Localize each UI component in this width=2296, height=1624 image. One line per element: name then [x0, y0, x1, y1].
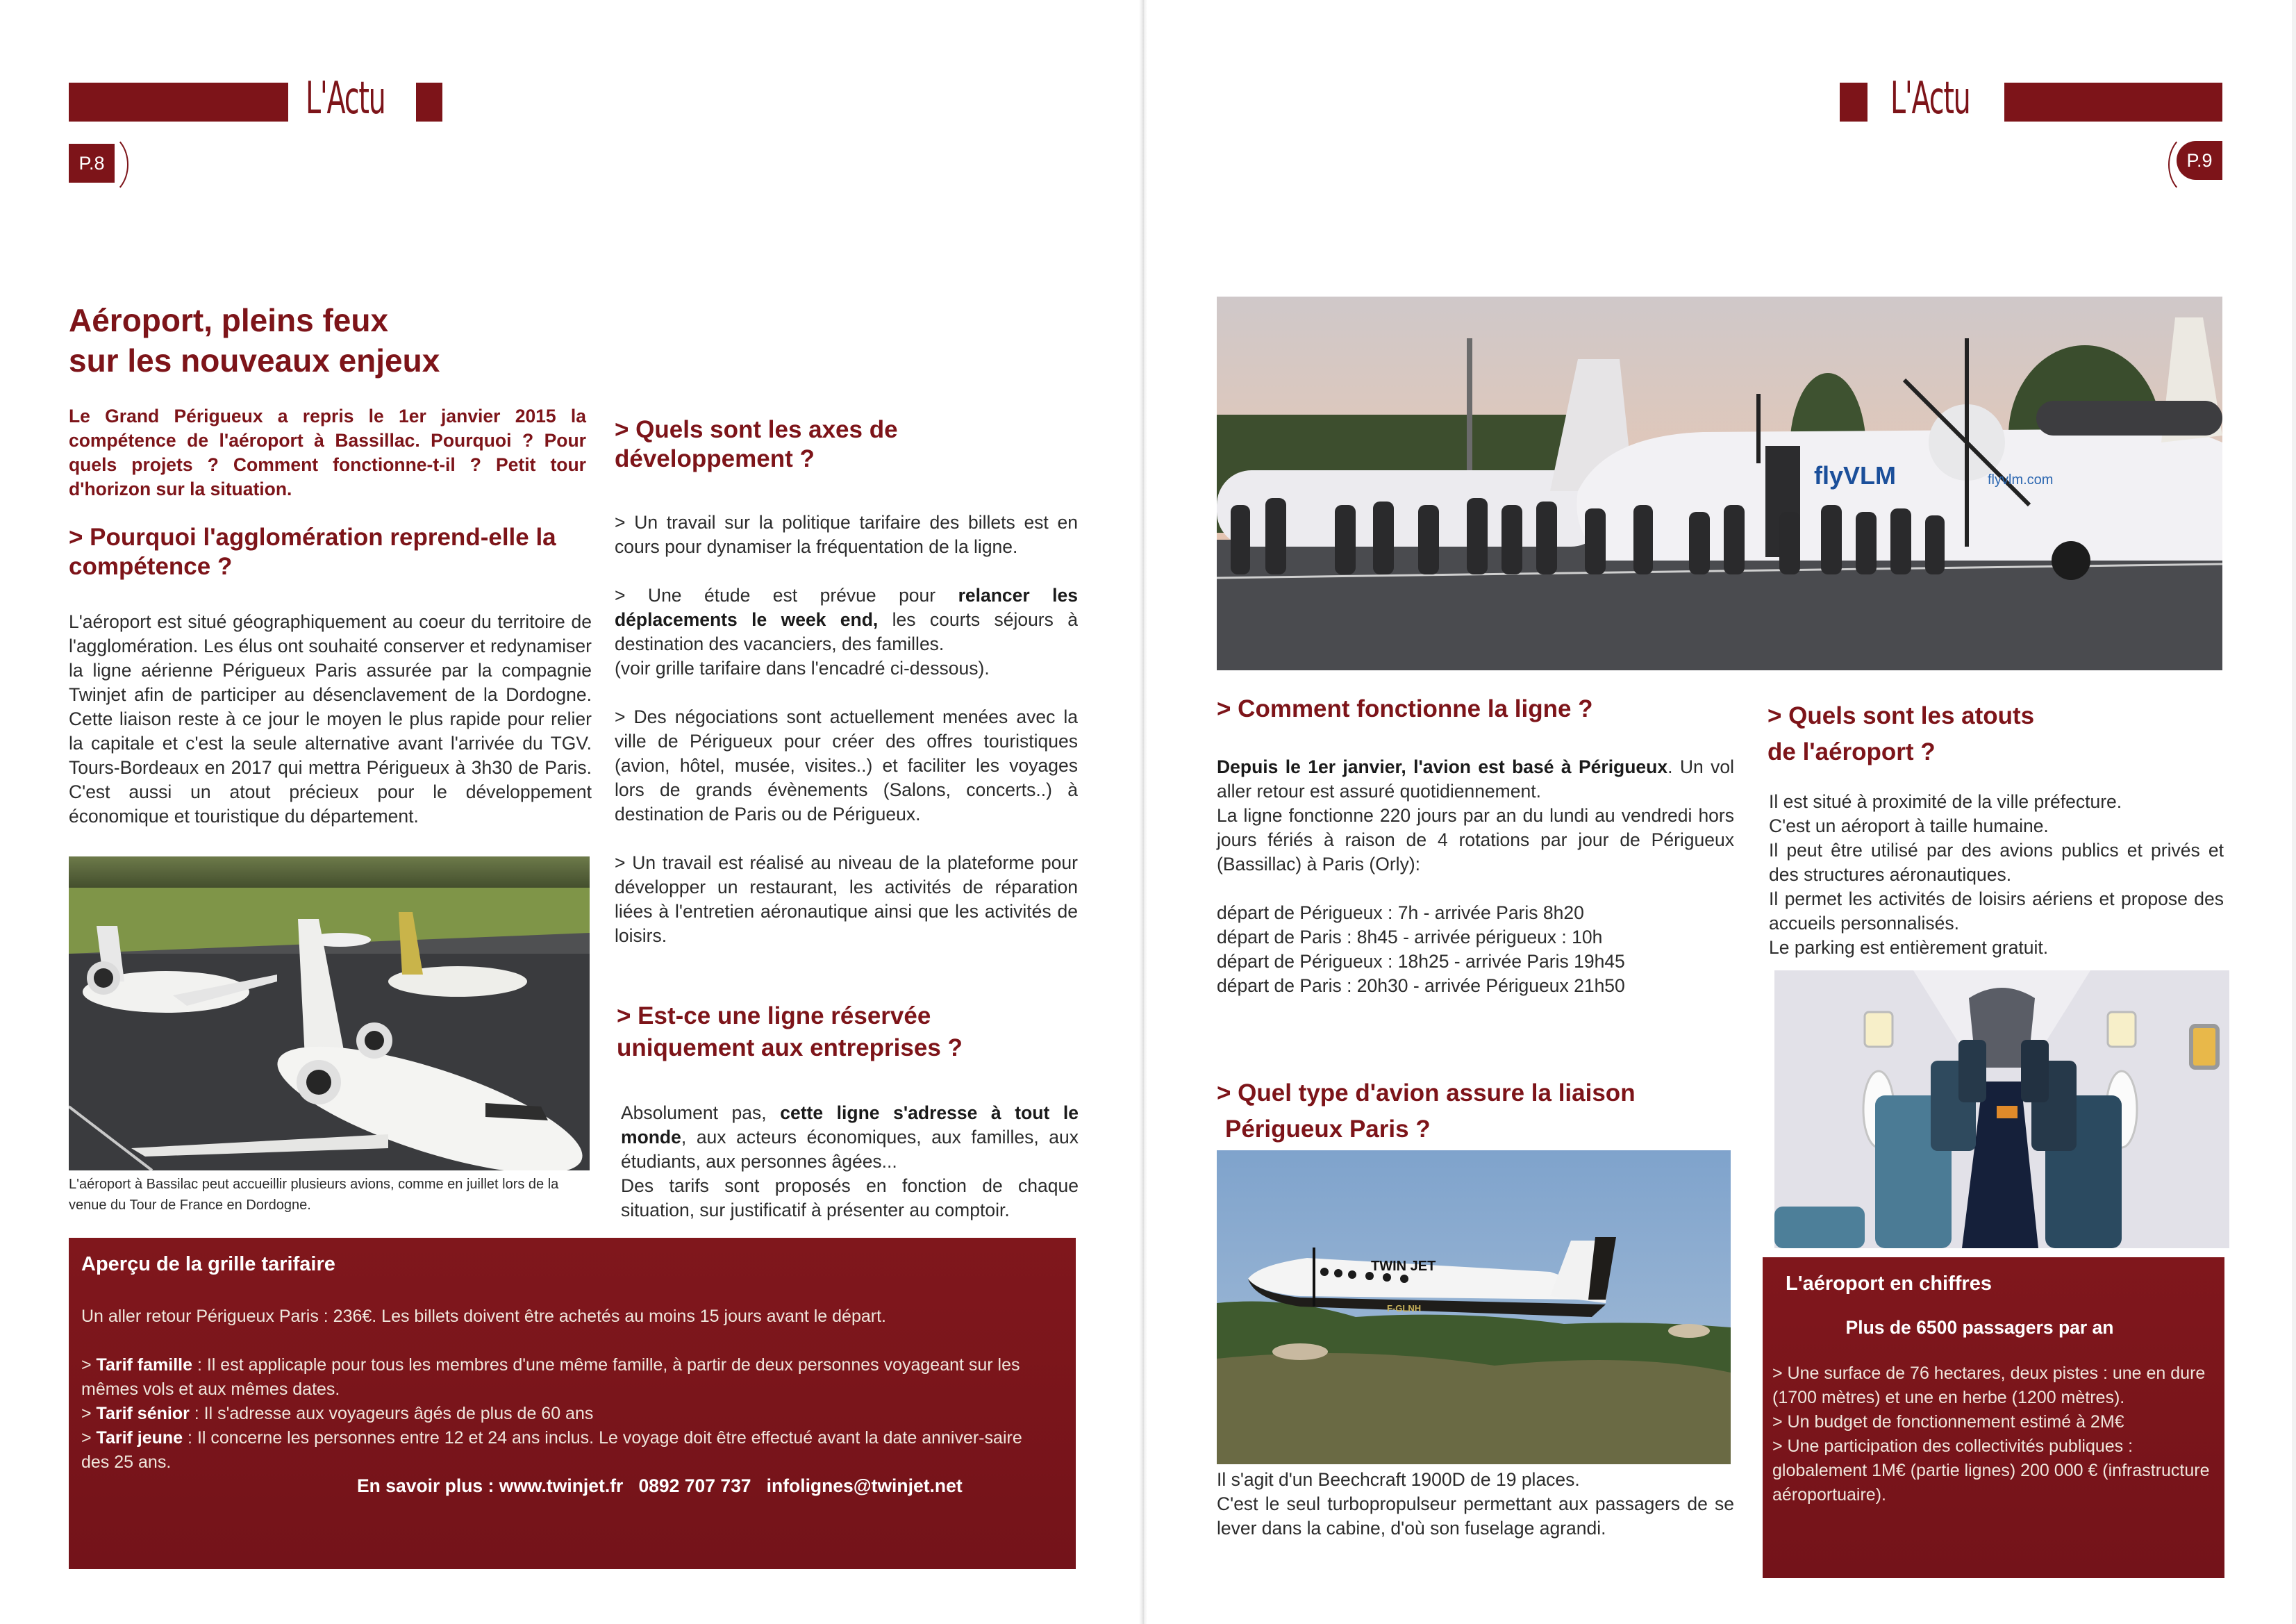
- photo-parked-planes: [69, 856, 590, 1170]
- more-label: En savoir plus :: [357, 1475, 494, 1496]
- tarif-contact: [357, 1475, 963, 1497]
- q6-line: Il permet les activités de loisirs aériens et propose des accueils personnalisés.: [1769, 888, 2224, 934]
- article-title: [69, 300, 597, 381]
- text-span: . Un vol aller retour est assuré quotidiennement.: [1217, 756, 1734, 802]
- section-heading-q5: [1217, 1075, 1745, 1147]
- section-heading-q2: > Quels sont les axes de développement ?: [615, 416, 898, 472]
- photo-twinjet: [1217, 1150, 1731, 1464]
- page-number: P.8: [69, 144, 115, 183]
- tarif-item: > Tarif jeune : Il concerne les personnes entre 12 et 24 ans inclus. Le voyage doit être effectué avant la date anniver-saire des 25 ans.: [81, 1428, 1022, 1472]
- text-emphasis: cette ligne s'adresse à tout le monde: [621, 1102, 1079, 1147]
- tarif-text: : Il concerne les personnes entre 12 et 24 ans inclus. Le voyage doit être effectué avant la date anniver-saire des 25 ans.: [81, 1428, 1022, 1472]
- photo-parked-planes-image: [69, 856, 590, 1170]
- schedule-row: départ de Périgueux : 7h - arrivée Paris 8h20: [1217, 902, 1584, 923]
- q2-paragraph: > Des négociations sont actuellement menées avec la ville de Périgueux pour créer des offres touristiques (avion, hôtel, musée, visites..) et faciliter les voyages lors de grands évènements (Salons, concerts..) à destination de Paris ou de Périgueux.: [615, 706, 1078, 825]
- photo-boarding-image: [1217, 297, 2222, 670]
- article-title-line: sur les nouveaux enjeux: [69, 342, 440, 379]
- tarif-text: : Il est applicaple pour tous les membres d'une même famille, à partir de deux personnes voyageant sur les mêmes vols et aux mêmes dates.: [81, 1355, 1020, 1399]
- heading-line: Périgueux Paris ?: [1225, 1116, 1431, 1143]
- chiffres-box-title: L'aéroport en chiffres: [1786, 1273, 1992, 1295]
- flight-schedule: [1217, 901, 1734, 998]
- section-heading-q6: [1767, 698, 2212, 770]
- q4-paragraph: La ligne fonctionne 220 jours par an du lundi au vendredi hors jours fériés à raison de 4 rotations par jour de Périgueux (Bassillac) à Paris (Orly):: [1217, 805, 1734, 875]
- q1-body: L'aéroport est situé géographiquement au coeur du territoire de l'agglomération. Les élus ont souhaité conserver et redynamiser la ligne aérienne Périgueux Paris assurée par la compagnie Twinjet afin de participer au désenclavement de la Dordogne. Cette liaison reste à ce jour le moyen le plus rapide pour relier la capitale et c'est la seule alternative avant l'arrivée du TGV. Tours-Bordeaux en 2017 qui mettra Périgueux à 3h30 de Paris. C'est aussi un atout précieux pour le développement économique et touristique du département.: [69, 611, 592, 827]
- section-heading-q3: > Est-ce une ligne réservée uniquement aux entreprises ?: [617, 1002, 963, 1061]
- plane-brand: flyVLM: [1814, 461, 1897, 490]
- schedule-row: départ de Paris : 20h30 - arrivée Périgueux 21h50: [1217, 975, 1625, 996]
- tarif-box: [69, 1238, 1076, 1569]
- q5-line: C'est le seul turbopropulseur permettant aux passagers de se lever dans la cabine, d'où son fuselage agrandi.: [1217, 1493, 1734, 1539]
- q6-line: Il peut être utilisé par des avions publics et privés et des structures aéronautiques.: [1769, 840, 2224, 885]
- photo-boarding: [1217, 297, 2222, 670]
- q6-line: Le parking est entièrement gratuit.: [1769, 937, 2049, 958]
- article-title-line: Aéroport, pleins feux: [69, 302, 389, 338]
- tarif-label: Tarif jeune: [96, 1428, 183, 1448]
- heading-line: > Quel type d'avion assure la liaison: [1217, 1079, 1636, 1107]
- tarif-item: > Tarif famille : Il est applicaple pour tous les membres d'une même famille, à partir de deux personnes voyageant sur les mêmes vols et aux mêmes dates.: [81, 1355, 1020, 1399]
- schedule-row: départ de Périgueux : 18h25 - arrivée Paris 19h45: [1217, 951, 1625, 972]
- q2-paragraph: > Un travail sur la politique tarifaire des billets est en cours pour dynamiser la fréquentation de la ligne.: [615, 512, 1078, 557]
- chiffres-item: > Un budget de fonctionnement estimé à 2M€: [1772, 1412, 2124, 1432]
- q3-body: [621, 1101, 1079, 1223]
- header-bar-square: [416, 83, 442, 122]
- tarif-item: > Tarif sénior : Il s'adresse aux voyageurs âgés de plus de 60 ans: [81, 1404, 594, 1423]
- section-title: L'Actu: [1890, 73, 1970, 124]
- text-span: , aux acteurs économiques, aux familles, aux étudiants, aux personnes âgées...: [621, 1127, 1079, 1172]
- q3-paragraph: Des tarifs sont proposés en fonction de chaque situation, sur justificatif à présenter au comptoir.: [621, 1175, 1079, 1220]
- text-span: (voir grille tarifaire dans l'encadré ci-dessous).: [615, 658, 990, 679]
- header-bar-left: [69, 83, 288, 122]
- photo-cabin: [1774, 970, 2229, 1248]
- section-heading-q1: > Pourquoi l'agglomération reprend-elle la compétence ?: [69, 524, 556, 580]
- q2-paragraph: [615, 583, 1078, 681]
- heading-line: de l'aéroport ?: [1767, 738, 1936, 765]
- q6-body: [1769, 790, 2224, 960]
- section-title: L'Actu: [306, 73, 385, 124]
- website-link[interactable]: www.twinjet.fr: [499, 1475, 624, 1496]
- photo-cabin-image: [1774, 970, 2229, 1248]
- q4-paragraph: [1217, 755, 1734, 804]
- article-lead: Le Grand Périgueux a repris le 1er janvier 2015 la compétence de l'aéroport à Bassillac. Pourquoi ? Pour quels projets ? Comment fonctionne-t-il ? Petit tour d'horizon sur la situation.: [69, 406, 586, 499]
- chiffres-list: [1772, 1361, 2213, 1507]
- q5-body: [1217, 1468, 1734, 1541]
- plane-brand-url: flyvlm.com: [1988, 472, 2054, 488]
- chiffres-item: > Une surface de 76 hectares, deux pistes : une en dure (1700 mètres) et une en herbe (1200 mètres).: [1772, 1364, 2206, 1407]
- plane-registration: F-GLNH: [1387, 1303, 1422, 1314]
- chiffres-box: [1763, 1257, 2224, 1578]
- passenger-count: Plus de 6500 passagers par an: [1845, 1317, 2114, 1338]
- phone-number[interactable]: 0892 707 737: [638, 1475, 751, 1496]
- page-number: P.9: [2177, 141, 2222, 180]
- email-link[interactable]: infolignes@twinjet.net: [766, 1475, 963, 1496]
- text-span: Absolument pas,: [621, 1102, 781, 1123]
- header-bar-square: [1840, 83, 1867, 122]
- heading-line: > Quels sont les atouts: [1767, 702, 2035, 729]
- text-emphasis: relancer les déplacements le week end,: [615, 585, 1078, 630]
- q6-line: C'est un aéroport à taille humaine.: [1769, 815, 2049, 836]
- tarif-intro: Un aller retour Périgueux Paris : 236€. Les billets doivent être achetés au moins 15 jours avant le départ.: [81, 1307, 886, 1326]
- section-heading-q4: > Comment fonctionne la ligne ?: [1217, 695, 1593, 722]
- q2-paragraph: > Un travail est réalisé au niveau de la plateforme pour développer un restaurant, les activités de réparation liées à l'entretien aéronautique ainsi que les activités de loisirs.: [615, 852, 1078, 946]
- q3-paragraph: [621, 1101, 1079, 1174]
- tarif-label: Tarif sénior: [96, 1404, 190, 1423]
- photo-twinjet-image: [1217, 1150, 1731, 1464]
- text-emphasis: Depuis le 1er janvier, l'avion est basé à Périgueux: [1217, 756, 1668, 777]
- tarif-box-title: Aperçu de la grille tarifaire: [81, 1253, 335, 1275]
- q6-line: Il est situé à proximité de la ville préfecture.: [1769, 791, 2122, 812]
- schedule-row: départ de Paris : 8h45 - arrivée périgueux : 10h: [1217, 927, 1603, 947]
- photo-caption: L'aéroport à Bassilac peut accueillir plusieurs avions, comme en juillet lors de la venue du Tour de France en Dordogne.: [69, 1177, 559, 1213]
- plane-label: TWIN JET: [1371, 1259, 1436, 1274]
- text-span: les courts séjours à destination des vacanciers, des familles.: [615, 609, 1078, 654]
- q5-line: Il s'agit d'un Beechcraft 1900D de 19 places.: [1217, 1469, 1580, 1490]
- tarif-list: [81, 1353, 1047, 1475]
- q4-body: [1217, 755, 1734, 998]
- tarif-text: : Il s'adresse aux voyageurs âgés de plus de 60 ans: [189, 1404, 594, 1423]
- chiffres-item: > Une participation des collectivités publiques : globalement 1M€ (partie lignes) 200 000 € (infrastructure aéroportuaire).: [1772, 1436, 2210, 1505]
- tarif-label: Tarif famille: [96, 1355, 193, 1375]
- spread-fold: [1139, 0, 1147, 1624]
- page-edge: [2292, 0, 2296, 1624]
- text-span: > Une étude est prévue pour: [615, 585, 958, 606]
- q2-body: [615, 511, 1078, 948]
- header-bar-right: [2004, 83, 2222, 122]
